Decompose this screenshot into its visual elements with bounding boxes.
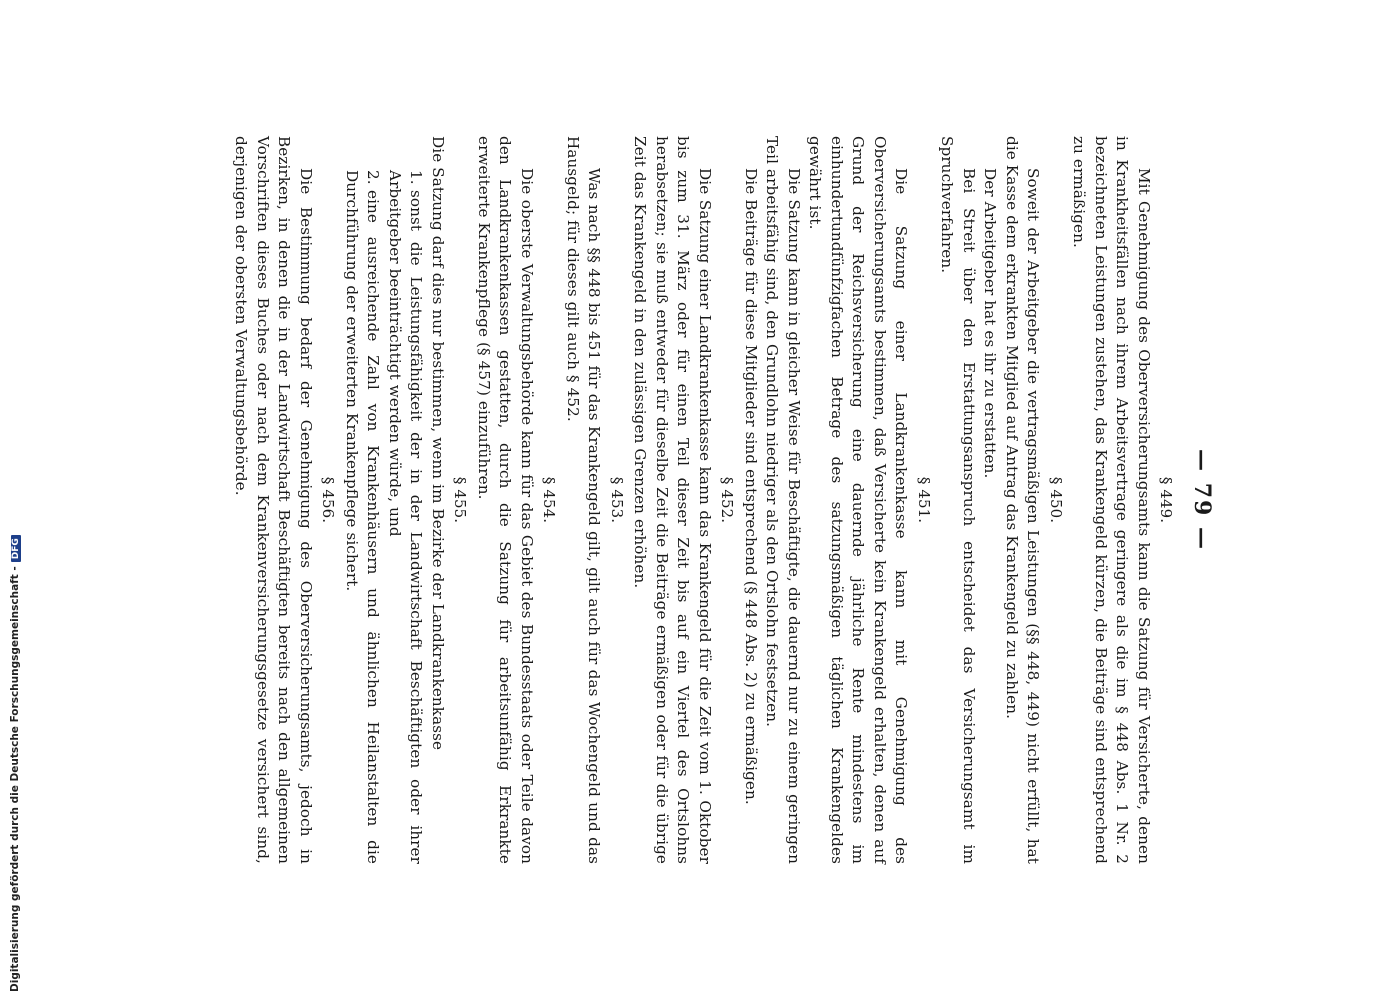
- paragraph: Die Bestimmung bedarf der Genehmigung des Oberversicherungsamts, jedoch in Bezirken, in denen die in der Landwirtschaft Beschäftigten bereits nach den allgemeinen Vorschriften dieses Buches oder nach dem Krankenversicherungsgesetze versichert sind, derjenigen der obersten Verwaltungsbehörde.: [232, 136, 315, 864]
- section-heading: § 456.: [319, 476, 338, 524]
- digitization-credit: [9, 535, 21, 992]
- list-item: [384, 136, 427, 864]
- paragraph: Die Satzung darf dies nur bestimmen, wenn im Bezirke der Landkrankenkasse: [429, 136, 447, 751]
- paragraph: Der Arbeitgeber hat es ihr zu erstatten.: [981, 168, 1000, 479]
- section-449: [1068, 136, 1177, 864]
- section-heading: § 451.: [915, 476, 933, 524]
- section-450: [936, 136, 1066, 864]
- paragraph: Mit Genehmigung des Oberversicherungsamts kann die Satzung für Versicherte, denen in Krankheitsfällen nach ihrem Arbeitsvertrage geringere als die im § 448 Abs. 1 Nr. 2 bezeichneten Leistungen zustehen, das Krankengeld kürzen, die Beiträge sind entsprechend zu ermäßigen.: [1070, 136, 1153, 864]
- credit-text: Digitalisierung gefördert durch die Deutsche Forschungsgemeinschaft -: [9, 566, 21, 992]
- section-heading: § 450.: [1047, 476, 1065, 524]
- section-heading: § 449.: [1157, 476, 1176, 524]
- section-454: [473, 136, 560, 864]
- section-heading: § 454.: [540, 476, 559, 524]
- list-number: 1.: [407, 170, 426, 185]
- dfg-logo: DFG: [11, 535, 21, 562]
- paragraph: Die Beiträge für diese Mitglieder sind entsprechend (§ 448 Abs. 2) zu ermäßigen.: [742, 168, 760, 805]
- section-heading: § 453.: [608, 476, 626, 524]
- section-453: [562, 136, 628, 864]
- list-item: [341, 136, 384, 864]
- section-456: [230, 136, 339, 864]
- paragraph: Was nach §§ 448 bis 451 für das Krankengeld gilt, gilt auch für das Wochengeld und das Hausgeld; für dieses gilt auch § 452.: [564, 136, 604, 864]
- section-452: [629, 136, 738, 864]
- section-451: [740, 136, 935, 864]
- section-455: [341, 136, 471, 864]
- page-text: [112, 136, 1215, 864]
- page-number: — 79 —: [1189, 449, 1215, 551]
- list-text: sonst die Leistungsfähigkeit der in der Landwirtschaft Beschäftigten oder ihrer Arbeitgeber beeinträchtigt werden würde, und: [386, 170, 426, 864]
- paragraph: Die Satzung einer Landkrankenkasse kann das Krankengeld für die Zeit vom 1. Oktober bis zum 31. März oder für einen Teil dieser Zeit bis auf ein Viertel des Ortslohns herabsetzen; sie muß entweder für dieselbe Zeit die Beiträge ermäßigen oder für die übrige Zeit das Krankengeld in den zulässigen Grenzen erhöhen.: [631, 136, 714, 864]
- paragraph: Die Satzung kann in gleicher Weise für Beschäftigte, die dauernd nur zu einem geringen Teil arbeitsfähig sind, den Grundlohn niedriger als den Ortslohn festsetzen.: [763, 136, 803, 864]
- list-number: 2.: [364, 170, 383, 185]
- list-text: eine ausreichende Zahl von Krankenhäusern und ähnlichen Heilanstalten die Durchführung der erweiterten Krankenpflege sichert.: [343, 170, 383, 864]
- paragraph: Die oberste Verwaltungsbehörde kann für das Gebiet des Bundesstaats oder Teile davon den Landkrankenkassen gestatten, durch die Satzung für arbeitsunfähig Erkrankte erweiterte Krankenpflege (§ 457) einzuführen.: [475, 136, 536, 864]
- section-heading: § 455.: [451, 476, 470, 524]
- paragraph: Die Satzung einer Landkrankenkasse kann mit Genehmigung des Oberversicherungsamts bestimmen, daß Versicherte kein Krankengeld erhalten, denen auf Grund der Reichsversicherung eine dauernde jährliche Rente mindestens im einhundertundfünfzigfachen Betrage des satzungsmäßigen täglichen Krankengeldes gewährt ist.: [806, 136, 911, 864]
- paragraph: Bei Streit über den Erstattungsanspruch entscheidet das Versicherungsamt im Spruchverfahren.: [938, 136, 978, 864]
- section-heading: § 452.: [718, 476, 737, 524]
- paragraph: Soweit der Arbeitgeber die vertragsmäßigen Leistungen (§§ 448, 449) nicht erfüllt, hat die Kasse dem erkrankten Mitglied auf Antrag das Krankengeld zu zahlen.: [1003, 136, 1043, 864]
